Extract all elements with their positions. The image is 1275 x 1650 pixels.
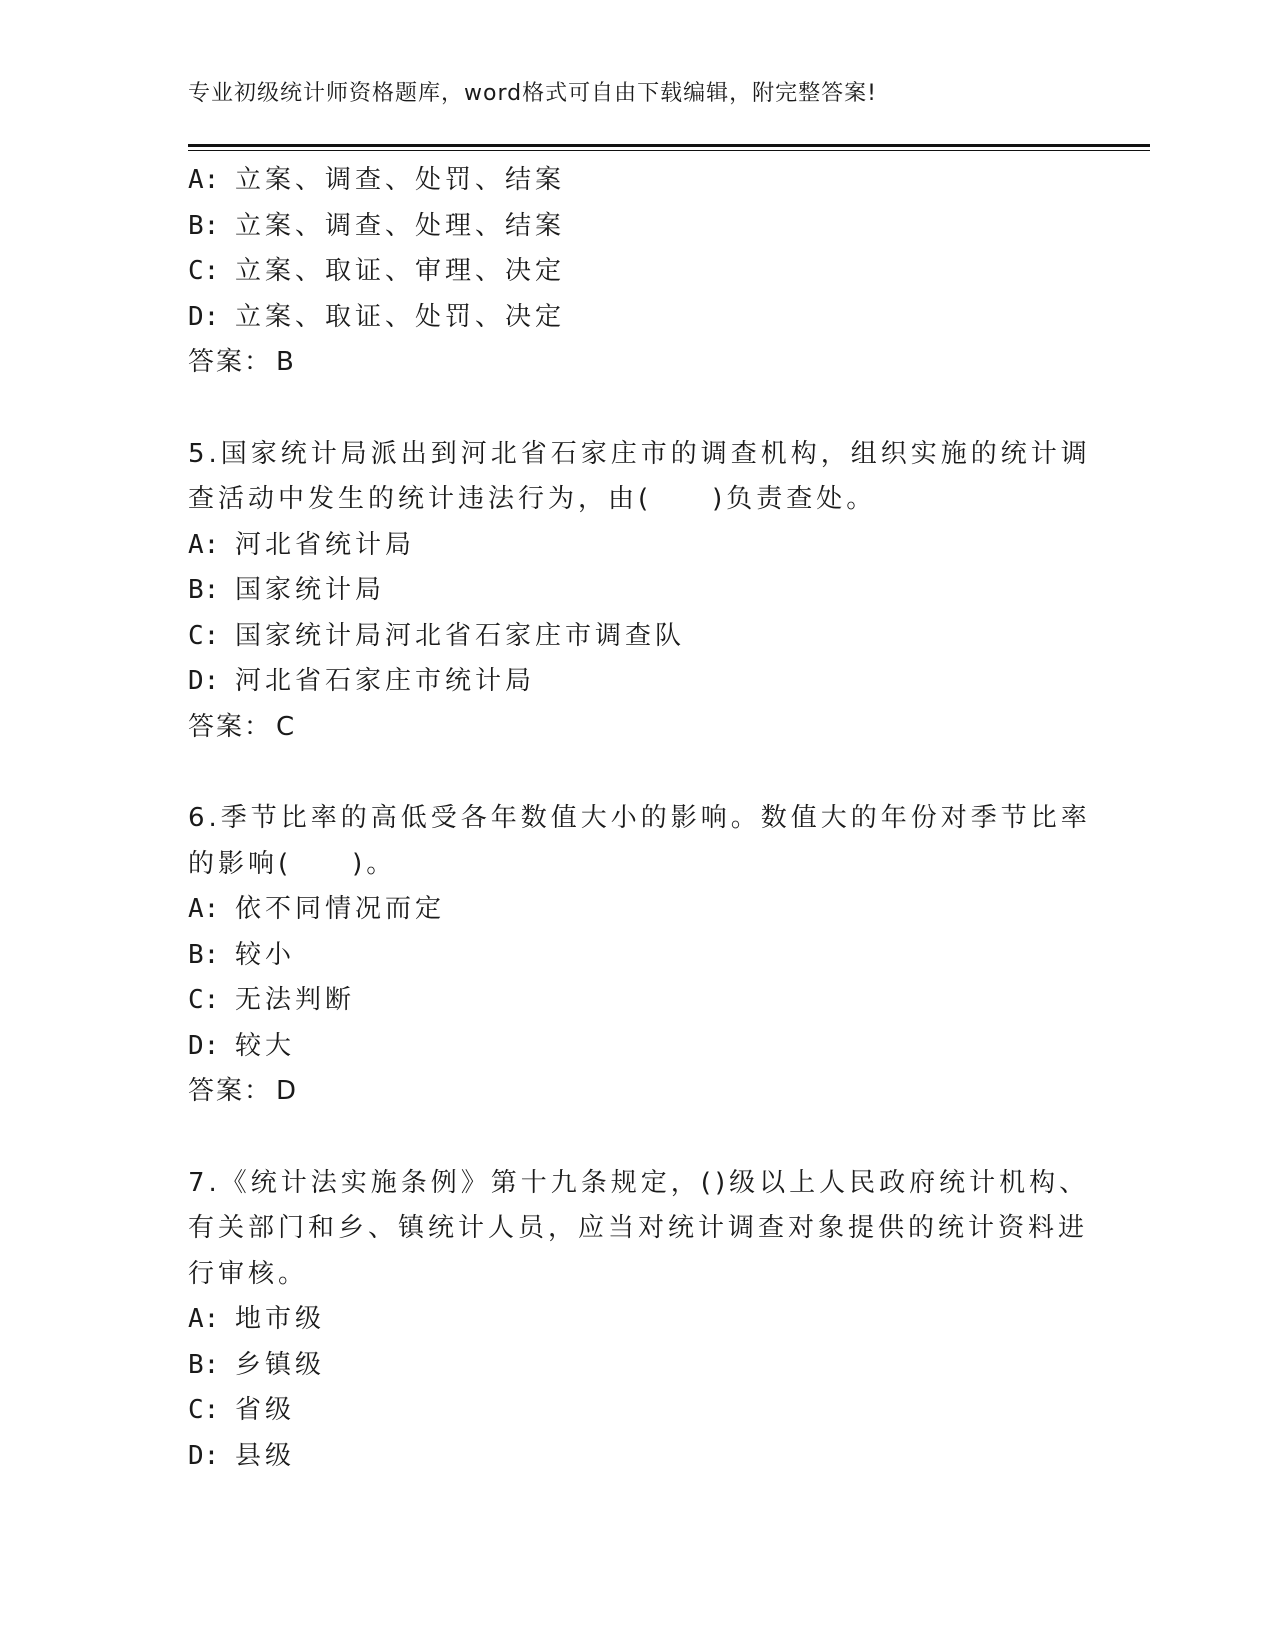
option-label: D: (188, 666, 235, 696)
option-label: B: (188, 210, 235, 241)
option-text: 县级 (234, 1440, 295, 1471)
option-label: A: (188, 529, 235, 560)
answer-option (188, 523, 1068, 569)
page-header: 专业初级统计师资格题库，word格式可自由下载编辑，附完整答案! (188, 81, 877, 106)
option-text: 地市级 (234, 1304, 325, 1334)
option-label: D: (188, 1440, 235, 1471)
option-label: D: (188, 1030, 235, 1061)
answer-label: 答案： (188, 347, 273, 377)
question-block (188, 158, 1068, 386)
answer-option (188, 1388, 1068, 1434)
answer-option (188, 204, 1068, 250)
option-text: 河北省石家庄市统计局 (234, 666, 535, 696)
answer-option (188, 1024, 1068, 1070)
question-text-line: 5.国家统计局派出到河北省石家庄市的调查机构，组织实施的统计调 (188, 438, 1091, 469)
answer-option (188, 978, 1068, 1024)
question-block (188, 1115, 1090, 1480)
answer-value: C (276, 711, 297, 742)
answer-line (188, 340, 1068, 386)
question-text-line: 查活动中发生的统计违法行为，由( )负责查处。 (188, 484, 877, 514)
question-text-line: 6.季节比率的高低受各年数值大小的影响。数值大的年份对季节比率 (188, 803, 1091, 833)
option-label: B: (188, 1349, 235, 1380)
answer-label: 答案： (188, 1076, 273, 1106)
option-text: 乡镇级 (234, 1349, 325, 1380)
header-rule-thick (188, 144, 1150, 147)
answer-option (188, 614, 1068, 660)
question-text-line: 有关部门和乡、镇统计人员，应当对统计调查对象提供的统计资料进 (188, 1213, 1089, 1243)
option-label: B: (188, 575, 235, 605)
option-text: 省级 (234, 1395, 295, 1425)
answer-option (188, 295, 1068, 341)
option-label: A: (188, 165, 235, 195)
block-spacer (188, 386, 1068, 432)
question-block (188, 750, 1091, 1115)
answer-option (188, 1297, 1068, 1343)
option-label: A: (188, 894, 235, 924)
option-text: 立案、取证、审理、决定 (234, 256, 565, 286)
option-text: 无法判断 (234, 985, 355, 1015)
answer-option (188, 158, 1068, 204)
answer-line (188, 705, 1068, 751)
option-label: D: (188, 301, 235, 332)
option-label: B: (188, 939, 235, 970)
answer-option (188, 933, 1068, 979)
option-text: 较大 (234, 1030, 295, 1061)
option-label: C: (188, 620, 235, 651)
option-label: A: (188, 1304, 235, 1334)
question-block (188, 386, 1091, 751)
option-text: 依不同情况而定 (234, 894, 445, 924)
option-text: 立案、调查、处理、结案 (234, 210, 565, 241)
question-text-line: 7.《统计法实施条例》第十九条规定，()级以上人民政府统计机构、 (188, 1167, 1090, 1198)
answer-option (188, 1434, 1068, 1480)
option-text: 较小 (234, 939, 295, 970)
answer-option (188, 568, 1068, 614)
answer-option (188, 1343, 1068, 1389)
block-spacer (188, 750, 1068, 796)
question-list (188, 158, 1091, 1479)
question-text-line: 行审核。 (188, 1258, 309, 1289)
answer-option (188, 659, 1068, 705)
answer-option (188, 887, 1068, 933)
header-rule-thin (188, 150, 1150, 151)
option-text: 河北省统计局 (234, 529, 415, 560)
question-text-line: 的影响( )。 (188, 848, 397, 879)
answer-line (188, 1069, 1068, 1115)
option-text: 立案、调查、处罚、结案 (234, 165, 565, 195)
block-spacer (188, 1115, 1068, 1161)
option-text: 立案、取证、处罚、决定 (234, 301, 565, 332)
answer-option (188, 249, 1068, 295)
answer-value: B (276, 347, 296, 377)
option-text: 国家统计局 (234, 575, 385, 605)
answer-value: D (276, 1076, 299, 1106)
answer-label: 答案： (188, 711, 273, 742)
option-label: C: (188, 1395, 235, 1425)
option-label: C: (188, 256, 235, 286)
option-label: C: (188, 985, 235, 1015)
option-text: 国家统计局河北省石家庄市调查队 (234, 620, 685, 651)
